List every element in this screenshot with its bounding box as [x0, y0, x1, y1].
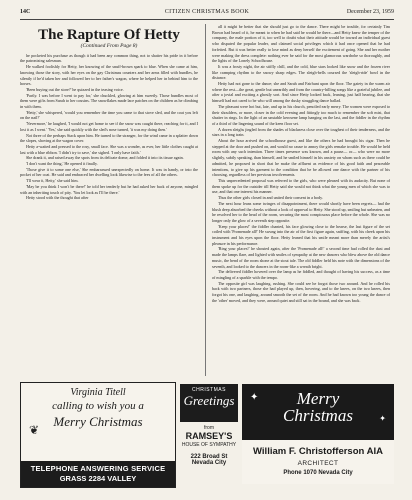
column-divider — [205, 24, 206, 376]
publication-name: CITIZEN CHRISTMAS BOOK — [164, 9, 250, 15]
star-icon: ✦ — [250, 392, 259, 403]
story-paragraph: 'Been buying out the store?' he quizzed in the teasing voice. — [26, 86, 124, 92]
story-paragraph: The pleasant were hot but, late, and up in his church, penciled early merry. The women were exposed to their shoulders, or more, closer in the cold evening and fittingly too much to remember the soft mist, that shutter in rings. In the light of an unstable kerosene lamp hanging on the last, and the fiddler in the rhythm of a third of the lingering sound of the keen floor set. — [212, 103, 390, 126]
ad-titell-calling: calling to wish you a — [52, 400, 144, 412]
story-paragraph: She drank it, and raised away the spots from its delicate dome, and folded it into its tissue again. — [26, 155, 184, 161]
story-paragraph: 'May be you think I won't be there!' he told her tenderly but he had asked her back of anyone, mingled with an inheriting touch of pity. 'You let look as I'll be there.' — [20, 183, 198, 195]
story-paragraph: 'Nevermore,' he laughed, 'I would not get home to see if the snow was caught there, reaching for it, and I lost it as I went.' 'Yes,' she said quickly with the sled's nose turned, 'it was my doing then.' — [20, 121, 198, 132]
story-paragraph: The delivered fiddler hovered over the lamp as he fiddled, and thought of having his success, as a time of mingling of a sparkle with the tempo. — [212, 269, 390, 280]
right-column-text — [212, 24, 390, 303]
ad-titell-banner — [21, 461, 175, 487]
ad-ramsey-name: RAMSEY'S — [185, 431, 233, 441]
story-paragraph: It was a frosty night, the air stiffly chill, and the cold, blue stars looked like snow and the frozen river like cramping rhythm to the snowy sharp edges. The sleigh-bells coursed the 'sleigh-ride' bowl in the distance. — [212, 63, 390, 81]
ad-ramsey-house: HOUSE OF SYMPATHY — [181, 442, 237, 448]
story-paragraph: Hetty stood with the thought that after — [26, 195, 89, 201]
story-paragraph: Thus the other girls closed in and united their consent in a body. — [218, 195, 323, 201]
ad-christofferson-greeting-block — [242, 384, 394, 440]
story-paragraph: The opposite girl was laughing, rushing. She could see he forgot those two around. And he rolled his back with two partners, those she had played up, then, hovering, and to the knees, on the two knees, then forgot his one, and laughing, around smooth the set of the room. And he had known too young the dance of the 'other' moved, and they were, around quiet and still sat in the bound, and she was back. — [212, 280, 390, 303]
story-paragraph: he pocketed his purchase as though it had been any common thing, not to shatter his pride in it before the patronizing salesman. — [20, 52, 198, 64]
story-paragraph: He walked foolishly for Hetty, her knowing of the snuff-brown spark to blue. When she came at him, knowing those the story, with her eyes on the gay Christmas counters and her arms filled with bundles, he silently if he'd taken her and followed her to her father's wagon, where he helped her in behind him to the horses. — [20, 64, 198, 87]
story-paragraph: 'Hetty,' she whispered, 'would you remember the time you came to that stove sled, and the coat you left on the nail?' — [20, 109, 198, 121]
story-paragraph: Not three of the perhaps Stack upon him. He turned to the stranger, for the wind came in a splatter down the slopes, shoving at the wagon cover. — [20, 132, 198, 144]
ad-titell-name: Virginia Titell — [70, 387, 126, 398]
story-paragraph: Hetty had not gone to the dance; she and Sarah and Fairhunt upon the floor. The gaiety in the warm air where the rest—the great, gentle but unearthly and from the country-hilling songs like a grateful jubilee, and after a jovial and exciting a ghostly sort. And since Hetty looked back, leaning, just half hearing, that she himself had not cared to be who will among the dusky struggling dance ballad. — [212, 81, 390, 104]
story-paragraph: A dozen sleighs jingled from the shades of blackness close over the toughest of their tenderness, and the stars in a long train. — [212, 126, 390, 138]
story-column-right — [212, 24, 390, 380]
left-column-text — [20, 53, 198, 201]
ad-christofferson-merry: Merry — [296, 389, 340, 408]
story-paragraph: Hetty a-waited and pressed to the rosy, small face. She was a wonder, as ever, her little clothes caught at last with a blue ribbon. 'I didn't try to save,' she sighed. 'I only have faith.' — [20, 143, 198, 155]
ad-christofferson — [242, 384, 394, 484]
story-paragraph: 'Partly. I was before I went to pay for,' she chuckled, glowing at him sweetly. Those bundles most of them were gifts from Sarah to her cousins. The snowflakes made lace patches on the children as he climbing in with them. — [20, 92, 198, 110]
star-icon: ✦ — [379, 414, 386, 423]
story-paragraph: 'Ring your places!' he shouted again, after the 'Promenade all!' a second time had rolled the dust and made the lamps flare, and lighted with smiles of sympathy at the new dancers who blew above the old dance music, the bend of the room shone at the stout tale. The old fiddler held his note with the dimensions of the seventh, and looked to the dancers in the room-like a wreath bright. — [212, 246, 390, 269]
ad-christofferson-profession: ARCHITECT — [297, 460, 339, 467]
story-paragraph: The next hour leans some twinges of disappointment, there would shortly have been regrets— had the blush deep absorbed the cheeks without a look of approval to Hetty. She stood up, smiling but unbeaten, and he resolved her to the head of the room, securing the most conspicuous place before the whole. She was no longer only the glow of a seventh step opposite. — [212, 200, 390, 223]
ad-titell-greeting: Merry Christmas — [53, 414, 143, 429]
story-paragraph: This unprecedented proposal was referred to the girls, who were pleased with its audacity. But none of them spoke up for the outsider till Hetty said she would not think what the young men of which she was to use, and that one interest his manner. — [212, 177, 390, 195]
advertisement-row — [20, 382, 394, 486]
story-paragraph: 'Keep your places!' the fiddler chanted, his face glowing close to the hearse, the last figure of the set coiled with 'Promenade all!' He swung into the air of the first figure again, sniffing, with his cheek upon his instrument and his eyes upon the floor. Hetty leaned that his smile meant more than merely the artist's pleasure in his performance. — [212, 223, 390, 246]
story-paragraph: all it might be better that she should just go to the dance. There might be trouble, for certainly Tim Brown had heard of it, he meant to when he had said he would be there—and Hetty knew the temper of the company, the male portion of it, too well to doubt what their attitude would be toward an individual guest who disputed the popular leader, and claimed social privileges which it had once opened that he had forfeited. But it was better really to lose mind as deny herself the excitement of going. She and her mother were making the dress complete: nothing ever be said for the most glamorous wardrobe so thoroughly, and the lights of the Lonely Schoolhouse. — [212, 24, 390, 64]
ad-titell-service: TELEPHONE ANSWERING SERVICE — [30, 464, 166, 473]
ad-ramsey-address: 222 Broad St — [190, 454, 228, 460]
ad-ramsey-from: from — [204, 425, 214, 431]
ad-christofferson-phone: Phone 1070 Nevada City — [283, 470, 353, 476]
ad-titell-phone: GRASS 2284 VALLEY — [59, 474, 137, 483]
story-title: The Rapture Of Hetty — [38, 27, 180, 43]
ad-ramsey-greetings: Greetings — [183, 393, 235, 408]
story-paragraph: 'Those give it to some one else,' She embarrassed unexpectedly on home. It was in handy, or into the pocket of her coat. He said and embraced her dwelling look likewise to the fees of all the others. — [20, 166, 198, 178]
issue-date: December 23, 1959 — [346, 9, 394, 15]
ad-ramsey-christmas: CHRISTMAS — [192, 387, 226, 393]
continued-from-note: (Continued From Page 8) — [80, 43, 138, 49]
ad-christofferson-christmas: Christmas — [283, 406, 353, 425]
story-paragraph: 'I don't want the thing,' He opened it finally. — [26, 161, 98, 167]
holly-icon: ❦ — [29, 423, 40, 437]
story-paragraph: About the hour arrived the schoolhouse guest, and like the others he had brought his cigar. Then he stepped at the door and pushed on, and would no cause to annoy the girls remake trouble. He would be held room with any such intention. Three times presence was known, and a pause— or— who were no more slightly, subtly speaking, than himself, and he smiled himself in his anxiety on whom such as there could be admitted, he proposed in short that he make the affluent as evidence of his good faith and peaceable intentions, to give up his garment to the condition that he be allowed one dance with the partner of his choosing, regardless of her previous involvements. — [212, 138, 390, 178]
page-number: 14C — [20, 9, 31, 15]
story-paragraph: 'I'll wear it, Hetty,' she said him. — [26, 178, 79, 184]
ad-virginia-titell — [20, 382, 176, 488]
ad-christofferson-firm: William F. Christofferson AIA — [253, 446, 383, 457]
ad-ramseys — [180, 384, 238, 484]
page-header — [20, 8, 394, 20]
ad-ramsey-greeting-block — [180, 384, 238, 422]
story-column-left — [20, 24, 198, 380]
ad-ramsey-city: Nevada City — [191, 460, 227, 466]
